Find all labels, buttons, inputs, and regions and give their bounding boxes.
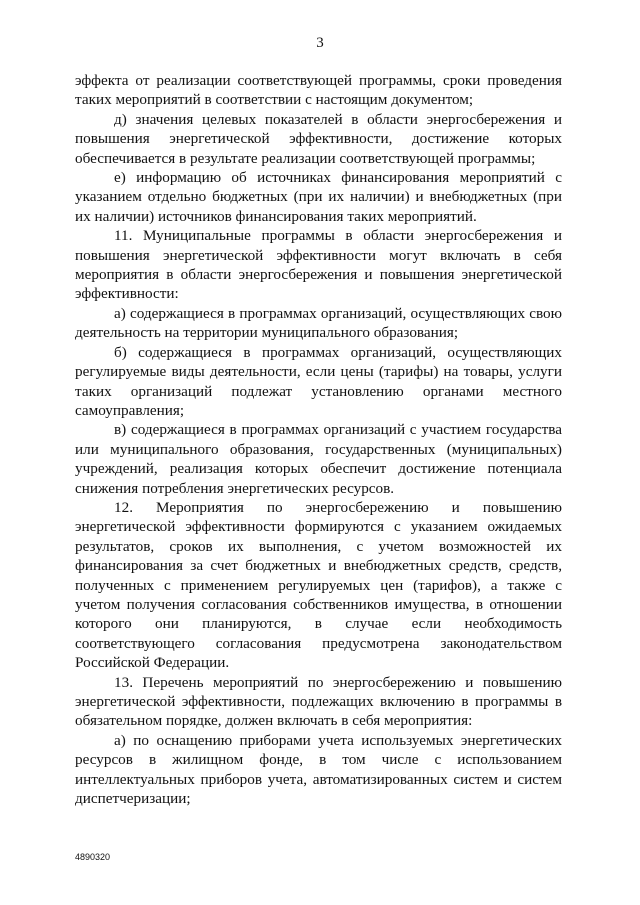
paragraph-section-11-item-a: а) содержащиеся в программах организаций, осуществляющих свою деятельность на территории муниципального образования;	[75, 304, 562, 342]
paragraph-continuation: эффекта от реализации соответствующей программы, сроки проведения таких мероприятий в соответствии с настоящим документом;	[75, 72, 562, 109]
paragraph-section-12: 12. Мероприятия по энергосбережению и повышению энергетической эффективности формируются с указанием ожидаемых результатов, сроков их выполнения, с учетом возможностей их финансирования за счет бюджетных и внебюджетных средств, средств, полученных с применением регулируемых цен (тарифов), а также с учетом получения согласования собственников имущества, в отношении которого они планируются, в случае если необходимость соответствующего согласования предусмотрена законодательством Российской Федерации.	[75, 498, 562, 672]
document-code: 4890320	[75, 852, 111, 862]
document-body	[75, 71, 562, 808]
paragraph-item-e: е) информацию об источниках финансирования мероприятий с указанием отдельно бюджетных (при их наличии) и внебюджетных (при их наличии) источников финансирования таких мероприятий.	[75, 169, 562, 225]
paragraph-section-11-item-v: в) содержащиеся в программах организаций с участием государства или муниципального образования, государственных (муниципальных) учреждений, реализация которых обеспечит достижение потенциала снижения потребления энергетических ресурсов.	[75, 421, 562, 497]
paragraph-section-11: 11. Муниципальные программы в области энергосбережения и повышения энергетической эффективности могут включать в себя мероприятия в области энергосбережения и повышения энергетической эффективности:	[75, 227, 562, 303]
paragraph-section-11-item-b: б) содержащиеся в программах организаций, осуществляющих регулируемые виды деятельности, если цены (тарифы) на товары, услуги таких организаций подлежат установлению органами местного самоуправления;	[75, 343, 562, 419]
page-number: 3	[316, 35, 324, 51]
paragraph-section-13-item-a: а) по оснащению приборами учета используемых энергетических ресурсов в жилищном фонде, в том числе с использованием интеллектуальных приборов учета, автоматизированных систем и систем диспетчеризации;	[75, 731, 562, 808]
paragraph-item-d: д) значения целевых показателей в области энергосбережения и повышения энергетической эффективности, достижение которых обеспечивается в результате реализации соответствующей программы;	[75, 110, 562, 167]
paragraph-section-13: 13. Перечень мероприятий по энергосбережению и повышению энергетической эффективности, подлежащих включению в программы в обязательном порядке, должен включать в себя мероприятия:	[75, 673, 562, 730]
